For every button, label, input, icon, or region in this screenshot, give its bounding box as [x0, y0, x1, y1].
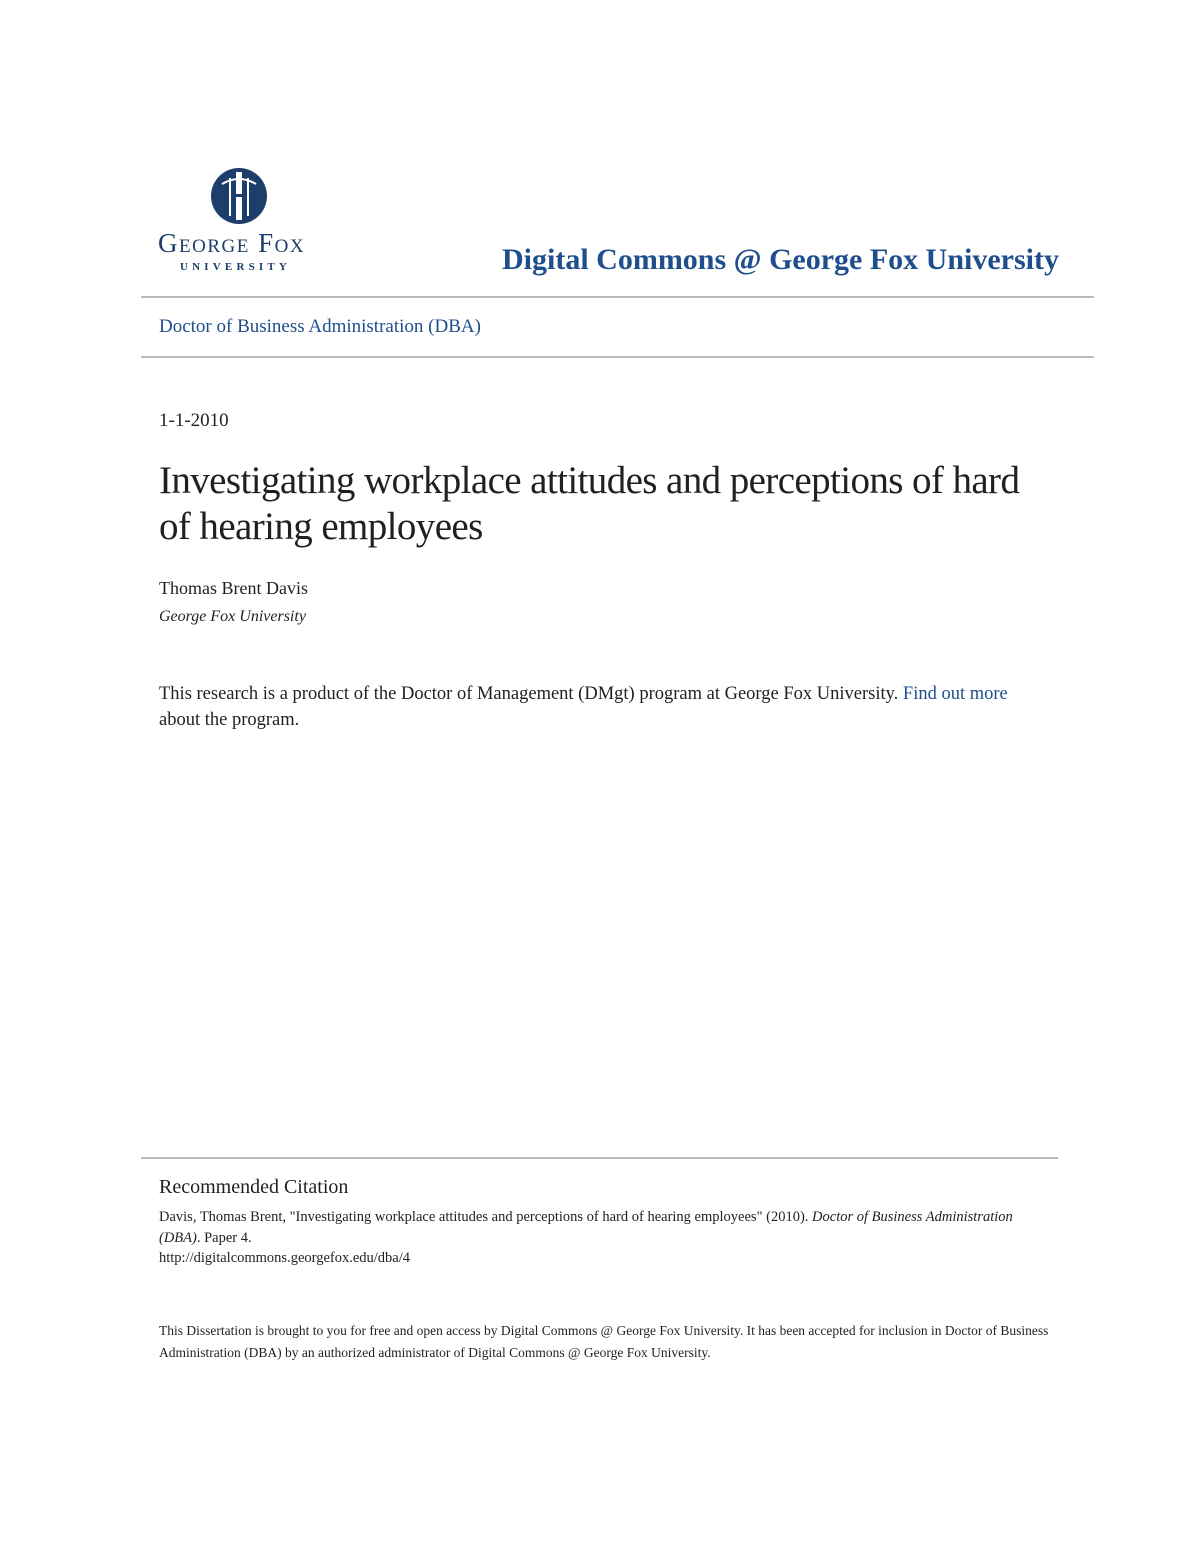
- logo-subtitle: UNIVERSITY: [180, 261, 292, 273]
- citation-paper: . Paper 4.: [196, 1230, 252, 1246]
- find-out-more-link[interactable]: Find out more: [902, 684, 1008, 704]
- citation-heading: Recommended Citation: [159, 1176, 349, 1198]
- university-logo[interactable]: [158, 166, 328, 276]
- author-name: Thomas Brent Davis: [159, 578, 308, 598]
- citation-series: Doctor of Business Administration (DBA): [159, 1209, 1013, 1246]
- university-seal-icon: [208, 166, 270, 226]
- collection-divider: [141, 356, 1094, 358]
- site-title-link[interactable]: Digital Commons @ George Fox University: [502, 243, 1059, 276]
- citation-divider: [141, 1157, 1058, 1159]
- access-statement: This Dissertation is brought to you for free and open access by Digital Commons @ George Fox University. It has been accepted for inclusion in Doctor of Business Administration (DBA) by an authorized administrator of Digital Commons @ George Fox University.: [159, 1323, 1049, 1360]
- citation-text: [159, 1207, 1039, 1249]
- citation-main: Davis, Thomas Brent, "Investigating workplace attitudes and perceptions of hard of hearing employees" (2010).: [159, 1209, 809, 1225]
- collection-link[interactable]: Doctor of Business Administration (DBA): [159, 316, 481, 337]
- document-title: Investigating workplace attitudes and perceptions of hard of hearing employees: [159, 459, 1020, 548]
- blurb-end-text: about the program.: [159, 710, 300, 730]
- program-blurb: [159, 681, 1049, 733]
- logo-wordmark: George Fox: [158, 228, 306, 258]
- author-affiliation: George Fox University: [159, 608, 306, 625]
- citation-url-link[interactable]: http://digitalcommons.georgefox.edu/dba/4: [159, 1250, 411, 1266]
- header-divider: [141, 296, 1094, 298]
- publication-date: 1-1-2010: [159, 410, 229, 431]
- blurb-text: This research is a product of the Doctor of Management (DMgt) program at George Fox University.: [159, 684, 899, 704]
